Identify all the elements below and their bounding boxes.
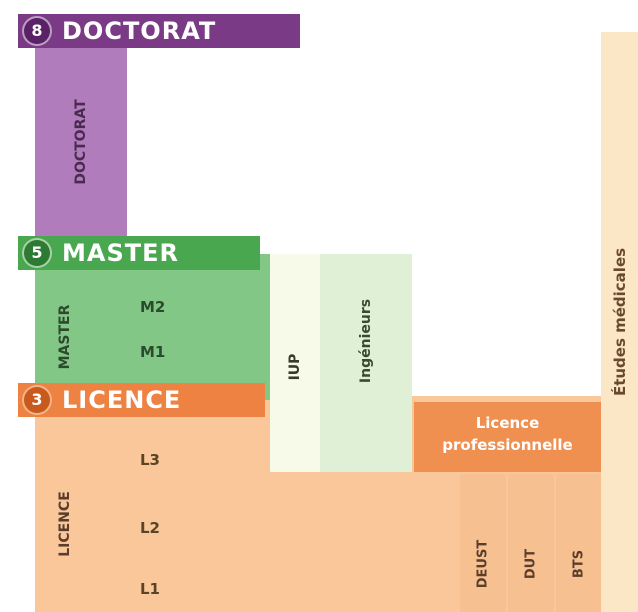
level-5-badge: 5 — [24, 240, 50, 266]
master-side-label: MASTER — [57, 304, 73, 370]
level-3-badge: 3 — [24, 387, 50, 413]
year-m1: M1 — [140, 343, 166, 361]
year-l3: L3 — [140, 451, 160, 469]
iup-block — [270, 254, 320, 472]
doctorat-block — [35, 46, 127, 238]
etudes-medicales-label: Études médicales — [610, 247, 629, 397]
iup-label: IUP — [287, 353, 303, 381]
ingenieurs-block — [320, 254, 412, 472]
ingenieurs-label: Ingénieurs — [358, 299, 374, 384]
master-title: MASTER — [62, 239, 179, 267]
master-block — [35, 254, 270, 400]
year-m2: M2 — [140, 298, 166, 316]
dut-label: DUT — [523, 548, 539, 579]
doctorat-banner — [18, 14, 300, 48]
year-l2: L2 — [140, 519, 160, 537]
licence-banner — [18, 383, 265, 417]
master-banner — [18, 236, 260, 270]
licence-side-label-wrap — [35, 436, 95, 612]
doctorat-side-label: DOCTORAT — [73, 99, 89, 185]
licence-professionnelle-block — [414, 402, 601, 472]
licence-title: LICENCE — [62, 386, 182, 414]
master-side-label-wrap — [35, 274, 95, 400]
licence-professionnelle-label: Licence professionnelle — [442, 414, 573, 454]
deust-label: DEUST — [475, 539, 491, 588]
deust-column — [460, 474, 506, 612]
bts-label: BTS — [571, 549, 586, 578]
licence-side-label: LICENCE — [57, 491, 73, 557]
etudes-medicales-column — [601, 32, 638, 612]
year-l1: L1 — [140, 580, 160, 598]
dut-column — [508, 474, 554, 612]
doctorat-title: DOCTORAT — [62, 17, 217, 45]
level-8-badge: 8 — [24, 18, 50, 44]
bts-column — [556, 474, 601, 612]
